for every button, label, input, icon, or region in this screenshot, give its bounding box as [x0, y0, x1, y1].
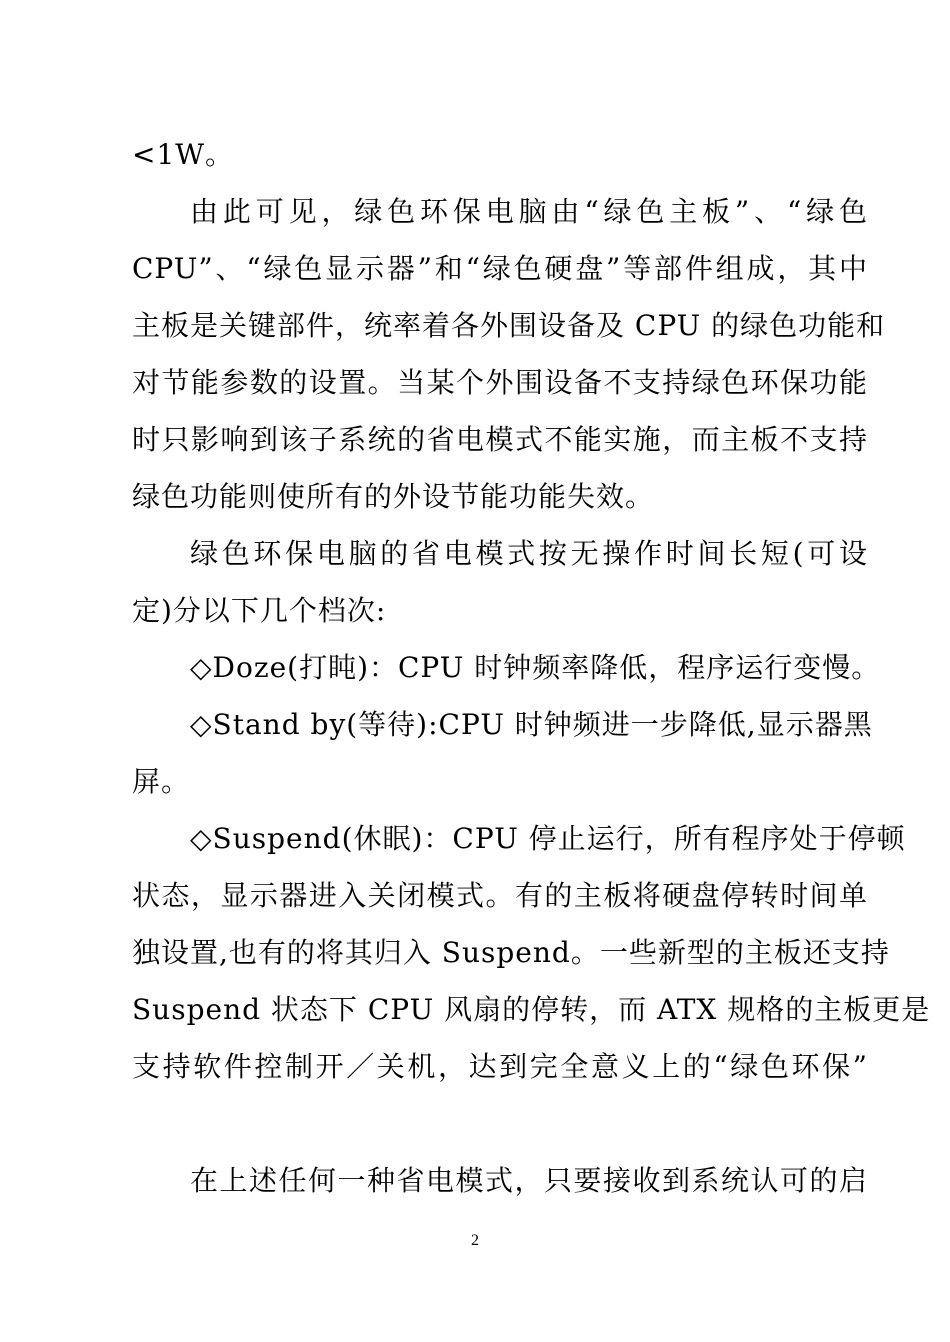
paragraph-line: 支持软件控制开／关机，达到完全意义上的“绿色环保” — [132, 1050, 868, 1083]
blank-line — [132, 1095, 868, 1152]
paragraph-line: 绿色环保电脑的省电模式按无操作时间长短(可设 — [190, 537, 868, 570]
paragraph-line: 状态，显示器进入关闭模式。有的主板将硬盘停转时间单 — [132, 879, 868, 912]
list-item-suspend: ◇Suspend(休眠)：CPU 停止运行，所有程序处于停顿 — [190, 822, 906, 855]
paragraph-line: 对节能参数的设置。当某个外围设备不支持绿色环保功能 — [132, 366, 868, 399]
paragraph-line: 在上述任何一种省电模式，只要接收到系统认可的启 — [190, 1164, 868, 1197]
paragraph-line: 主板是关键部件，统率着各外围设备及 CPU 的绿色功能和 — [132, 309, 886, 342]
paragraph-line: 定)分以下几个档次: — [132, 594, 387, 627]
text-line: <1W。 — [132, 138, 235, 171]
paragraph-line: 绿色功能则使所有的外设节能功能失效。 — [132, 480, 655, 513]
list-item-standby: ◇Stand by(等待):CPU 时钟频进一步降低,显示器黑 — [190, 708, 873, 741]
paragraph-line: CPU”、“绿色显示器”和“绿色硬盘”等部件组成，其中 — [132, 252, 868, 285]
paragraph-line: 时只影响到该子系统的省电模式不能实施，而主板不支持 — [132, 423, 868, 456]
page-number: 2 — [471, 1232, 479, 1249]
paragraph-line: 独设置,也有的将其归入 Suspend。一些新型的主板还支持 — [132, 936, 890, 969]
list-item-doze: ◇Doze(打盹)：CPU 时钟频率降低，程序运行变慢。 — [190, 651, 881, 684]
paragraph-line: Suspend 状态下 CPU 风扇的停转，而 ATX 规格的主板更是 — [132, 993, 931, 1026]
body-text — [132, 126, 931, 1209]
paragraph-line: 屏。 — [132, 765, 191, 798]
paragraph-line: 由此可见，绿色环保电脑由“绿色主板”、“绿色 — [190, 195, 868, 228]
